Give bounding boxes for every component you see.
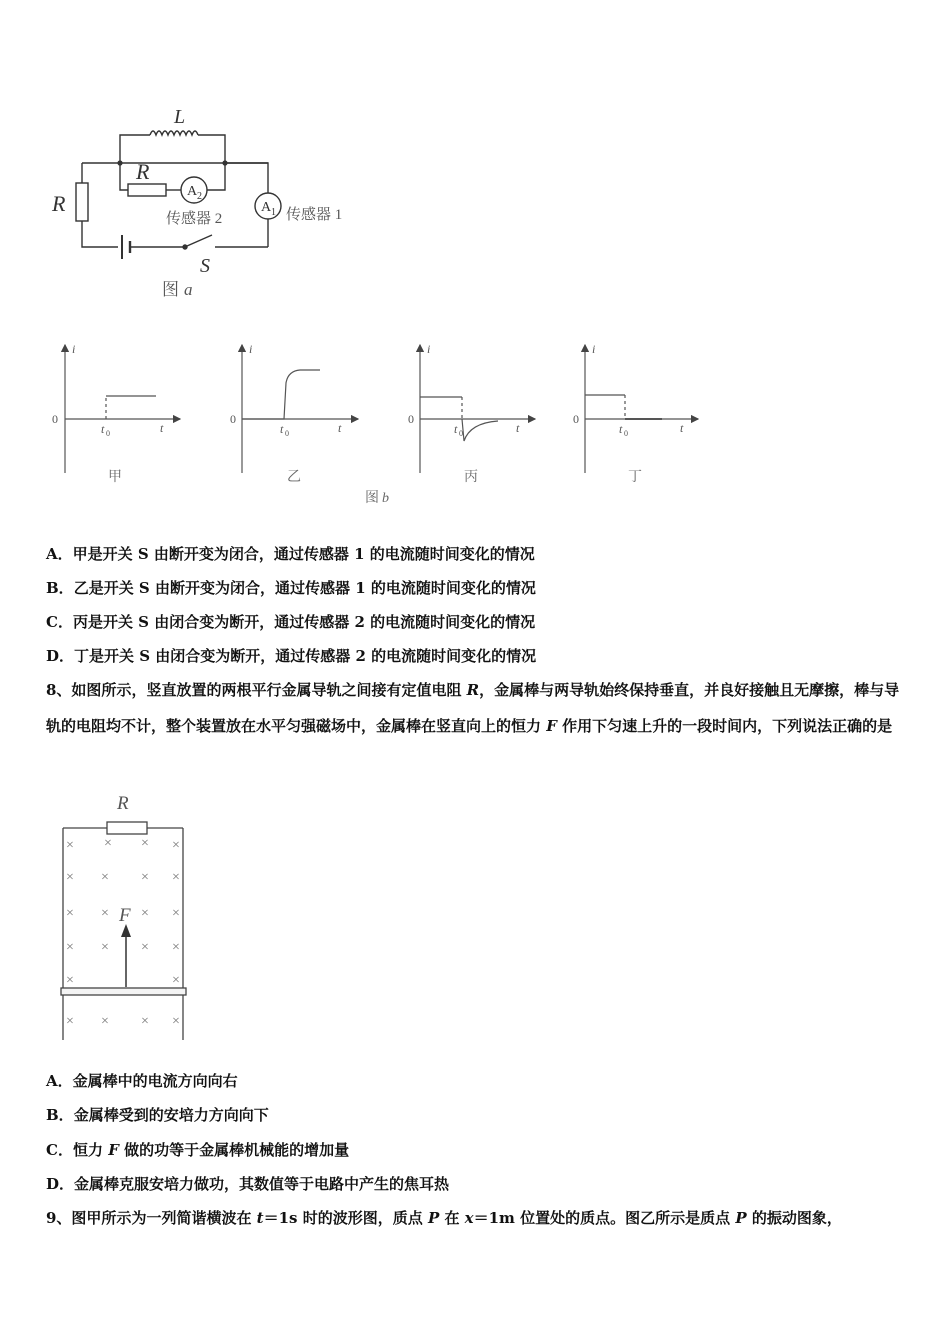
field-cross: × [172,940,180,955]
graph-label-jia: 甲 [108,470,122,485]
label-r-outer: R [52,191,66,216]
option-letter: B． [46,579,74,597]
field-cross: × [141,906,149,921]
t0-sub-jia: 0 [106,429,110,438]
figure-b-graphs [40,335,720,515]
label-a1-sub: 1 [271,207,276,218]
origin-ding: 0 [573,412,579,426]
field-cross: × [141,940,149,955]
q8-option-b[interactable] [46,1105,269,1125]
field-cross: × [66,940,74,955]
q7-option-b[interactable] [46,578,536,598]
figure-a-circuit [40,95,370,310]
option-text: 甲是开关 S 由断开变为闭合，通过传感器 1 的电流随时间变化的情况 [72,545,535,563]
graph-label-bing: 丙 [464,470,478,485]
q7-option-d[interactable] [46,646,536,666]
option-text: 金属棒中的电流方向向右 [72,1072,238,1090]
field-cross: × [172,973,180,988]
q7-option-a[interactable] [46,544,535,564]
t0-yi: t [280,422,284,436]
option-text: 丙是开关 S 由闭合变为断开，通过传感器 2 的电流随时间变化的情况 [72,613,536,631]
option-var: F [108,1141,119,1159]
q8-option-c[interactable] [46,1140,349,1160]
graph-jia [65,345,180,473]
t0-bing: t [454,422,458,436]
option-letter: C． [46,1141,73,1159]
option-text: 金属棒克服安培力做功，其数值等于电路中产生的焦耳热 [74,1175,450,1193]
label-a1: A [261,200,272,215]
axis-i-yi: i [249,342,253,356]
question-8-stem: 8、如图所示，竖直放置的两根平行金属导轨之间接有定值电阻 R，金属棒与两导轨始终保持垂直，并良好接触且无摩擦，棒与导轨的电阻均不计，整个装置放在水平匀强磁场中，金属棒在竖直向上的恒力 F 作用下匀速上升的一段时间内，下列说法正确的是 [46,681,900,735]
q8-option-d[interactable] [46,1174,449,1194]
option-text: 丁是开关 S 由闭合变为断开，通过传感器 2 的电流随时间变化的情况 [74,647,537,665]
inductor-coil [150,131,198,135]
option-text: 恒力 [72,1141,109,1159]
label-r: R [117,793,129,814]
resistor-outer [76,183,88,221]
field-cross: × [66,838,74,853]
resistor-r [107,822,147,834]
field-cross: × [101,870,109,885]
label-r-inner: R [136,159,150,184]
q8-option-a[interactable] [46,1071,238,1091]
option-letter: A． [46,545,73,563]
field-cross: × [172,838,180,853]
resistor-inner [128,184,166,196]
option-text: 做的功等于金属棒机械能的增加量 [118,1141,350,1159]
graph-label-ding: 丁 [628,470,642,485]
field-cross: × [141,1014,149,1029]
figure-a-caption-var: a [184,280,193,299]
t0-jia: t [101,422,105,436]
field-cross: × [66,973,74,988]
figure-b-caption-prefix: 图 [365,491,379,506]
option-letter: D． [46,1175,75,1193]
option-letter: D． [46,647,75,665]
option-text: 乙是开关 S 由断开变为闭合，通过传感器 1 的电流随时间变化的情况 [73,579,536,597]
field-cross: × [66,870,74,885]
axis-i-jia: i [72,342,76,356]
field-cross: × [66,1014,74,1029]
field-cross: × [172,906,180,921]
origin-bing: 0 [408,412,414,426]
sensor-2-label: 传感器 2 [166,211,223,227]
field-cross: × [141,870,149,885]
origin-yi: 0 [230,412,236,426]
field-cross: × [101,1014,109,1029]
axis-i-ding: i [592,342,596,356]
t0-ding: t [619,422,623,436]
switch-s [187,235,212,246]
t0-sub-bing: 0 [459,429,463,438]
figure-q8-rails [55,785,195,1047]
option-text: 金属棒受到的安培力方向向下 [73,1106,269,1124]
field-cross: × [66,906,74,921]
metal-bar [61,988,186,995]
t0-sub-yi: 0 [285,429,289,438]
axis-t-ding: t [680,421,684,435]
figure-a-caption-prefix: 图 [162,280,179,299]
question-9-stem: 9、图甲所示为一列简谐横波在 t＝1s 时的波形图，质点 P 在 x＝1m 位置处的质点。图乙所示是质点 P 的振动图象， [46,1209,842,1227]
axis-t-yi: t [338,421,342,435]
label-a2: A [187,184,198,199]
axis-t-bing: t [516,421,520,435]
field-cross: × [104,836,112,851]
label-a2-sub: 2 [197,191,202,202]
field-cross: × [141,836,149,851]
t0-sub-ding: 0 [624,429,628,438]
graph-bing [420,345,535,473]
label-s: S [200,255,210,277]
origin-jia: 0 [52,412,58,426]
option-letter: A． [46,1072,73,1090]
field-cross: × [172,1014,180,1029]
q7-option-c[interactable] [46,612,535,632]
option-letter: B． [46,1106,74,1124]
field-cross: × [172,870,180,885]
field-cross: × [101,906,109,921]
label-f: F [119,905,131,926]
option-letter: C． [46,613,73,631]
figure-b-caption-var: b [382,491,389,506]
graph-yi [242,345,358,473]
axis-i-bing: i [427,342,431,356]
graph-label-yi: 乙 [287,470,301,485]
axis-t-jia: t [160,421,164,435]
sensor-1-label: 传感器 1 [286,207,343,223]
label-l: L [174,106,186,128]
graph-ding [585,345,698,473]
field-cross: × [101,940,109,955]
